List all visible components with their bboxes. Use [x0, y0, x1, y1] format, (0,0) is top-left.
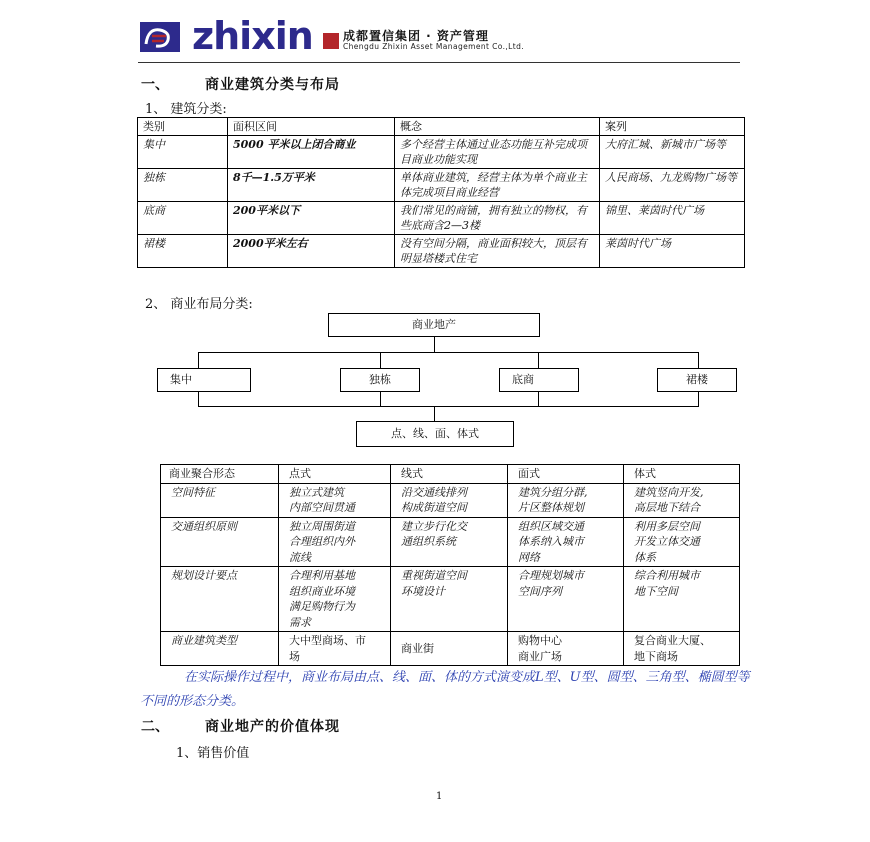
- table-row: [138, 136, 745, 169]
- diagram-connector: [198, 392, 199, 407]
- table-header: 案列: [600, 118, 745, 136]
- company-name-en: Chengdu Zhixin Asset Management Co.,Ltd.: [343, 42, 525, 51]
- table-row: [161, 567, 740, 632]
- diagram-connector: [538, 392, 539, 407]
- table-cell: 大中型商场、市 场: [279, 632, 391, 666]
- subsection-layout-class: 2、 商业布局分类:: [145, 297, 253, 312]
- diagram-connector: [198, 406, 699, 407]
- table-row: [161, 483, 740, 517]
- note-text: 在实际操作过程中，商业布局由点、线、面、体的方式演变成L型、U型、圆型、三角型、椭圆型等不同的形态分类。: [140, 670, 750, 709]
- table-cell: 锦里、莱茵时代广场: [600, 202, 745, 235]
- diagram-connector: [698, 352, 699, 369]
- table-cell: 建立步行化交 通组织系统: [391, 517, 508, 567]
- diagram-connector: [380, 352, 381, 369]
- diagram-child-box: 独栋: [340, 368, 420, 392]
- table-header: 面式: [508, 465, 624, 484]
- subsection-building-class: 1、 建筑分类:: [145, 102, 227, 117]
- table-cell: 购物中心 商业广场: [508, 632, 624, 666]
- diagram-connector: [198, 352, 199, 369]
- table-cell: 莱茵时代广场: [600, 235, 745, 268]
- diagram-connector: [434, 337, 435, 353]
- table-cell: 复合商业大厦、 地下商场: [624, 632, 740, 666]
- diagram-connector: [698, 392, 699, 407]
- table-cell: 8千—1.5万平米: [228, 169, 395, 202]
- table-cell: 重视街道空间 环境设计: [391, 567, 508, 632]
- table-cell: 建筑竖向开发, 高层地下结合: [624, 483, 740, 517]
- table-cell: 人民商场、九龙购物广场等: [600, 169, 745, 202]
- page-number: 1: [436, 791, 443, 802]
- table-cell: 多个经营主体通过业态功能互补完成项目商业功能实现: [395, 136, 600, 169]
- table-cell: 集中: [138, 136, 228, 169]
- diagram-child-box: 底商: [499, 368, 579, 392]
- table-cell: 独立式建筑 内部空间贯通: [279, 483, 391, 517]
- layout-form-table: [160, 464, 740, 666]
- table-cell: 商业建筑类型: [161, 632, 279, 666]
- diagram-result-box: 点、线、面、体式: [356, 421, 514, 447]
- table-header: 类别: [138, 118, 228, 136]
- table-cell: 规划设计要点: [161, 567, 279, 632]
- table-cell: 单体商业建筑，经营主体为单个商业主体完成项目商业经营: [395, 169, 600, 202]
- table-cell: 交通组织原则: [161, 517, 279, 567]
- table-cell: 5000 平米以上闭合商业: [228, 136, 395, 169]
- table-cell: 组织区域交通 体系纳入城市 网络: [508, 517, 624, 567]
- diagram-root-box: 商业地产: [328, 313, 540, 337]
- table-cell: 底商: [138, 202, 228, 235]
- diagram-connector: [198, 352, 699, 353]
- table-row: [161, 632, 740, 666]
- table-cell: 2000平米左右: [228, 235, 395, 268]
- table-header: 线式: [391, 465, 508, 484]
- table-cell: 大府汇城、新城市广场等: [600, 136, 745, 169]
- building-class-table: [137, 117, 745, 268]
- table-cell: 合理利用基地 组织商业环境 满足购物行为 需求: [279, 567, 391, 632]
- table-cell: 利用多层空间 开发立体交通 体系: [624, 517, 740, 567]
- table-cell: 没有空间分隔，商业面积较大，顶层有明显塔楼式住宅: [395, 235, 600, 268]
- table-header: 概念: [395, 118, 600, 136]
- table-cell: 商业街: [391, 632, 508, 666]
- brand-name: zhixin: [192, 14, 313, 58]
- diagram-child-box: 集中: [157, 368, 251, 392]
- section1-heading: 商业建筑分类与布局: [205, 77, 340, 93]
- table-cell: 综合利用城市 地下空间: [624, 567, 740, 632]
- table-row: [138, 169, 745, 202]
- table-row: [138, 202, 745, 235]
- table-cell: 合理规划城市 空间序列: [508, 567, 624, 632]
- table-header: 商业聚合形态: [161, 465, 279, 484]
- table-header: 点式: [279, 465, 391, 484]
- table-cell: 空间特征: [161, 483, 279, 517]
- table-cell: 独立周围街道 合理组织内外 流线: [279, 517, 391, 567]
- table-header: 面积区间: [228, 118, 395, 136]
- section2-number: 二、: [141, 719, 169, 735]
- table-header: 体式: [624, 465, 740, 484]
- brand-square: [323, 33, 339, 49]
- section1-number: 一、: [141, 77, 169, 93]
- company-name-cn: 成都置信集团 · 资产管理: [343, 29, 489, 43]
- company-logo-icon: [140, 22, 180, 52]
- header-divider: [138, 62, 740, 63]
- layout-note: [140, 666, 750, 714]
- table-cell: 沿交通线排列 构成街道空间: [391, 483, 508, 517]
- table-cell: 200平米以下: [228, 202, 395, 235]
- table-row: [161, 517, 740, 567]
- diagram-child-box: 裙楼: [657, 368, 737, 392]
- table-cell: 建筑分组分群, 片区整体规划: [508, 483, 624, 517]
- diagram-connector: [538, 352, 539, 369]
- diagram-connector: [380, 392, 381, 407]
- table-row: [138, 235, 745, 268]
- subsection-sales-value: 1、销售价值: [176, 746, 250, 761]
- table-cell: 独栋: [138, 169, 228, 202]
- table-cell: 我们常见的商铺，拥有独立的物权，有些底商含2—3楼: [395, 202, 600, 235]
- diagram-connector: [434, 406, 435, 422]
- table-cell: 裙楼: [138, 235, 228, 268]
- section2-heading: 商业地产的价值体现: [205, 719, 340, 735]
